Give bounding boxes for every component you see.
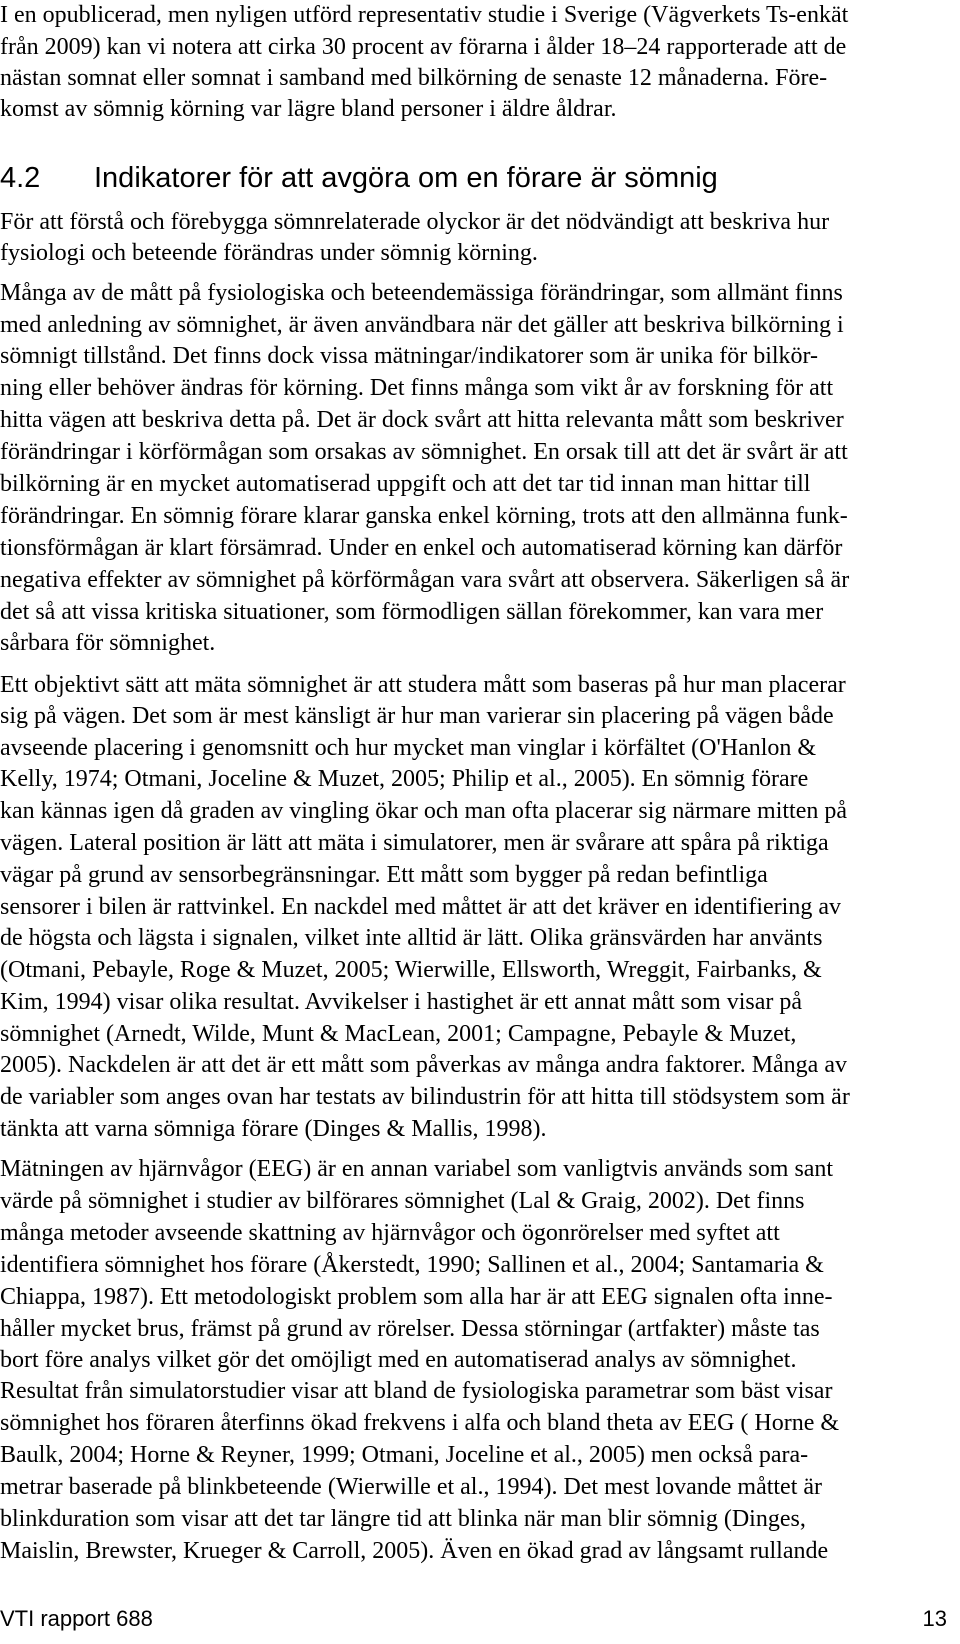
text-line: från 2009) kan vi notera att cirka 30 procent av förarna i ålder 18–24 rapporterade att de [0,34,847,60]
text-line: vägen. Lateral position är lätt att mäta i simulatorer, men är svårare att spåra på riktiga [0,830,829,856]
text-line: Chiappa, 1987). Ett metodologiskt problem som alla har är att EEG signalen ofta inne- [0,1284,833,1310]
text-line: Många av de mått på fysiologiska och beteendemässiga förändringar, som allmänt finns [0,280,843,306]
text-line: avseende placering i genomsnitt och hur mycket man vinglar i körfältet (O'Hanlon & [0,735,817,761]
text-line: de högsta och lägsta i signalen, vilket inte alltid är lätt. Olika gränsvärden har använts [0,925,823,951]
text-line: komst av sömnig körning var lägre bland personer i äldre åldrar. [0,96,617,122]
footer-publication: VTI rapport 688 [0,1606,153,1631]
text-line: sömnighet hos föraren återfinns ökad frekvens i alfa och bland theta av EEG ( Horne & [0,1410,840,1436]
text-line: Resultat från simulatorstudier visar att bland de fysiologiska parametrar som bäst visar [0,1378,833,1404]
text-line: vägar på grund av sensorbegränsningar. Ett mått som bygger på redan befintliga [0,862,768,888]
text-line: det så att vissa kritiska situationer, som förmodligen sällan förekommer, kan vara mer [0,599,824,625]
text-line: Kelly, 1974; Otmani, Joceline & Muzet, 2005; Philip et al., 2005). En sömnig förare [0,766,809,792]
text-line: ning eller behöver ändras för körning. Det finns många som vikt år av forskning för att [0,375,834,401]
text-line: håller mycket brus, främst på grund av rörelser. Dessa störningar (artfakter) måste tas [0,1316,820,1342]
text-line: Maislin, Brewster, Krueger & Carroll, 2005). Även en ökad grad av långsamt rullande [0,1538,829,1564]
text-line: I en opublicerad, men nyligen utförd representativ studie i Sverige (Vägverkets Ts-enkät [0,2,849,28]
text-line: metrar baserade på blinkbeteende (Wierwille et al., 1994). Det mest lovande måttet är [0,1474,823,1500]
text-line: identifiera sömnighet hos förare (Åkerstedt, 1990; Sallinen et al., 2004; Santamaria & [0,1252,824,1278]
text-line: tänkta att varna sömniga förare (Dinges & Mallis, 1998). [0,1116,547,1142]
text-line: blinkduration som visar att det tar längre tid att blinka när man blir sömnig (Dinges, [0,1506,806,1532]
text-line: de variabler som anges ovan har testats av bilindustrin för att hitta till stödsystem som är [0,1084,850,1110]
text-line: (Otmani, Pebayle, Roge & Muzet, 2005; Wierwille, Ellsworth, Wreggit, Fairbanks, & [0,957,822,983]
text-line: med anledning av sömnighet, är även användbara när det gäller att beskriva bilkörning i [0,312,844,338]
text-line: sömnigt tillstånd. Det finns dock vissa mätningar/indikatorer som är unika för bilkör- [0,343,819,369]
footer-page-number: 13 [922,1606,947,1631]
text-line: fysiologi och beteende förändras under sömnig körning. [0,240,538,266]
text-line: nästan somnat eller somnat i samband med bilkörning de senaste 12 månaderna. Före- [0,65,828,91]
text-line: kan kännas igen då graden av vingling ökar och man ofta placerar sig närmare mitten på [0,798,848,824]
text-line: bort före analys vilket gör det omöjligt med en automatiserad analys av sömnighet. [0,1347,797,1373]
text-line: förändringar. En sömnig förare klarar ganska enkel körning, trots att den allmänna funk- [0,503,848,529]
text-line: För att förstå och förebygga sömnrelaterade olyckor är det nödvändigt att beskriva hur [0,209,830,235]
text-line: 2005). Nackdelen är att det är ett mått som påverkas av många andra faktorer. Många av [0,1052,847,1078]
text-line: sårbara för sömnighet. [0,630,216,656]
text-line: förändringar i körförmågan som orsakas av sömnighet. En orsak till att det är svårt är att [0,439,848,465]
text-line: Ett objektivt sätt att mäta sömnighet är att studera mått som baseras på hur man placerar [0,672,846,698]
text-line: tionsförmågan är klart försämrad. Under en enkel och automatiserad körning kan därför [0,535,843,561]
text-line: värde på sömnighet i studier av bilförares sömnighet (Lal & Graig, 2002). Det finns [0,1188,805,1214]
text-line: bilkörning är en mycket automatiserad uppgift och att det tar tid innan man hittar till [0,471,811,497]
section-title: Indikatorer för att avgöra om en förare är sömnig [94,162,718,194]
text-line: Baulk, 2004; Horne & Reyner, 1999; Otmani, Joceline et al., 2005) men också para- [0,1442,809,1468]
section-heading [0,158,960,198]
text-line: hitta vägen att beskriva detta på. Det är dock svårt att hitta relevanta mått som beskriver [0,407,844,433]
text-line: Mätningen av hjärnvågor (EEG) är en annan variabel som vanligtvis används som sant [0,1156,834,1182]
section-number: 4.2 [0,162,41,194]
text-line: sensorer i bilen är rattvinkel. En nackdel med måttet är att det kräver en identifiering av [0,894,841,920]
text-line: Kim, 1994) visar olika resultat. Avvikelser i hastighet är ett annat mått som visar på [0,989,803,1015]
text-line: sömnighet (Arnedt, Wilde, Munt & MacLean, 2001; Campagne, Pebayle & Muzet, [0,1021,797,1047]
text-line: många metoder avseende skattning av hjärnvågor och ögonrörelser med syftet att [0,1220,780,1246]
text-line: sig på vägen. Det som är mest känsligt är hur man varierar sin placering på vägen både [0,703,834,729]
text-line: negativa effekter av sömnighet på körförmågan vara svårt att observera. Säkerligen så är [0,567,850,593]
